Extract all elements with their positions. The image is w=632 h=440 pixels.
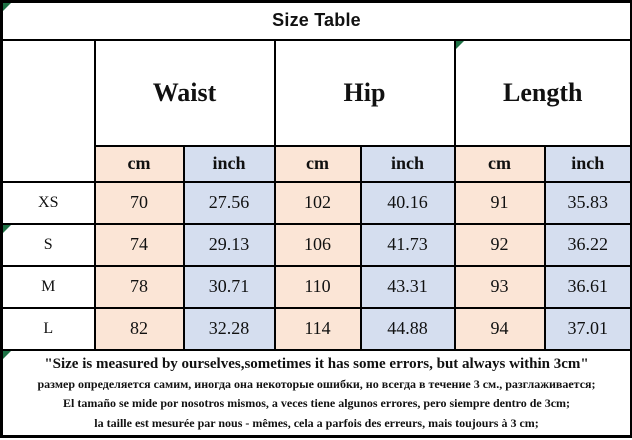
- measurement-note: [2, 350, 632, 437]
- cell-length-inch: 37.01: [545, 308, 632, 350]
- page-title: Size Table: [2, 2, 632, 40]
- unit-header-length-cm: cm: [455, 146, 545, 182]
- cell-hip-inch: 40.16: [361, 182, 455, 224]
- cell-waist-cm: 70: [95, 182, 184, 224]
- unit-header-length-inch: inch: [545, 146, 632, 182]
- size-label: L: [2, 308, 95, 350]
- cell-hip-inch: 41.73: [361, 224, 455, 266]
- note-french: la taille est mesurée par nous - mêmes, cela a parfois des erreurs, mais toujours à 3 cm;: [94, 415, 539, 430]
- cell-length-cm: 91: [455, 182, 545, 224]
- measure-header-row: [2, 40, 632, 146]
- cell-waist-inch: 29.13: [184, 224, 275, 266]
- unit-header-waist-cm: cm: [95, 146, 184, 182]
- cell-hip-cm: 114: [275, 308, 361, 350]
- cell-hip-cm: 110: [275, 266, 361, 308]
- cell-waist-inch: 32.28: [184, 308, 275, 350]
- column-header-length: Length: [455, 40, 632, 146]
- table-row-l: [2, 308, 632, 350]
- table-row-m: [2, 266, 632, 308]
- note-english: "Size is measured by ourselves,sometimes it has some errors, but always within 3cm": [44, 355, 589, 372]
- cell-waist-inch: 30.71: [184, 266, 275, 308]
- cell-length-inch: 35.83: [545, 182, 632, 224]
- cell-hip-inch: 43.31: [361, 266, 455, 308]
- size-label: S: [2, 224, 95, 266]
- unit-header-hip-cm: cm: [275, 146, 361, 182]
- cell-length-cm: 94: [455, 308, 545, 350]
- cell-hip-inch: 44.88: [361, 308, 455, 350]
- cell-length-cm: 93: [455, 266, 545, 308]
- unit-header-hip-inch: inch: [361, 146, 455, 182]
- size-label: M: [2, 266, 95, 308]
- cell-hip-cm: 106: [275, 224, 361, 266]
- unit-header-waist-inch: inch: [184, 146, 275, 182]
- size-column-header-empty: [2, 40, 95, 182]
- note-spanish: El tamaño se mide por nosotros mismos, a veces tiene algunos errores, pero siempre dentro de 3cm;: [62, 396, 571, 410]
- cell-waist-cm: 78: [95, 266, 184, 308]
- title-row: [2, 2, 632, 40]
- table-row-xs: [2, 182, 632, 224]
- table-row-s: [2, 224, 632, 266]
- units-header-row: [2, 146, 632, 182]
- footer-row: [2, 350, 632, 437]
- note-russian: размер определяется самим, иногда она некоторые ошибки, но всегда в течение 3 см., разглаживается;: [37, 376, 596, 391]
- column-header-waist: Waist: [95, 40, 275, 146]
- cell-length-inch: 36.61: [545, 266, 632, 308]
- cell-waist-cm: 74: [95, 224, 184, 266]
- cell-length-inch: 36.22: [545, 224, 632, 266]
- cell-waist-cm: 82: [95, 308, 184, 350]
- cell-hip-cm: 102: [275, 182, 361, 224]
- cell-waist-inch: 27.56: [184, 182, 275, 224]
- size-label: XS: [2, 182, 95, 224]
- column-header-hip: Hip: [275, 40, 455, 146]
- cell-length-cm: 92: [455, 224, 545, 266]
